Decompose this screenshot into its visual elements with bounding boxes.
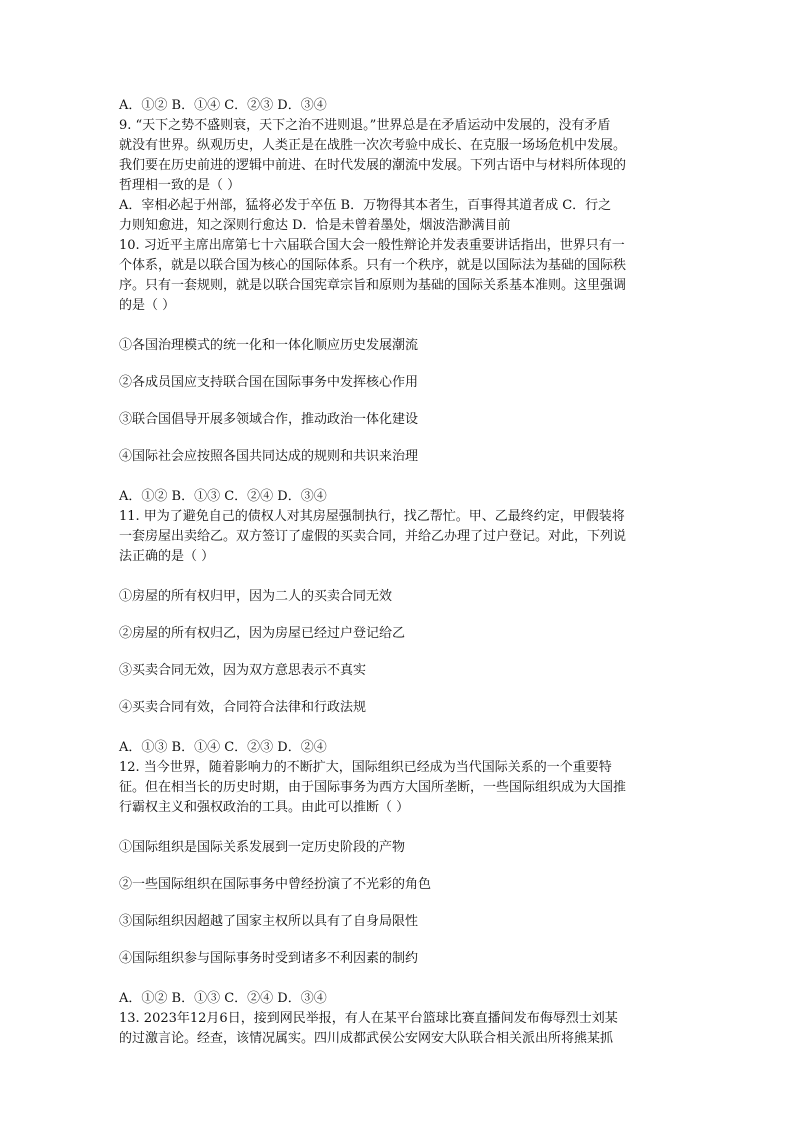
q10-option: ①各国治理模式的统一化和一体化顺应历史发展潮流 [119, 338, 419, 353]
document-page [119, 96, 679, 1049]
q11-option: ②房屋的所有权归乙，因为房屋已经过户登记给乙 [119, 626, 406, 641]
q12-stem-line: 行霸权主义和强权政治的工具。由此可以推断（ ） [119, 800, 410, 815]
q11-option: ①房屋的所有权归甲，因为二人的买卖合同无效 [119, 589, 393, 604]
q9-answer-choices: 力则知愈进，知之深则行愈达 D．恰是未曾着墨处，烟波浩渺满目前 [119, 218, 511, 233]
q9-stem-line: 我们要在历史前进的逻辑中前进、在时代发展的潮流中发展。下列古语中与材料所体现的 [119, 158, 627, 173]
question-13 [119, 1009, 679, 1049]
question-12 [119, 758, 679, 1009]
q12-stem-line: 12. 当今世界，随着影响力的不断扩大，国际组织已经成为当代国际关系的一个重要特 [119, 760, 612, 775]
q8-answer-choices: A．①② B．①④ C．②③ D．③④ [119, 98, 327, 113]
q11-answer-choices: A．①③ B．①④ C．②③ D．②④ [119, 740, 327, 755]
q10-option: ④国际社会应按照各国共同达成的规则和共识来治理 [119, 449, 419, 464]
q10-stem-line: 的是（ ） [119, 298, 176, 313]
q11-option: ④买卖合同有效，合同符合法律和行政法规 [119, 700, 367, 715]
q11-stem-line: 法正确的是（ ） [119, 549, 215, 564]
q12-option: ④国际组织参与国际事务时受到诸多不利因素的制约 [119, 951, 419, 966]
q13-stem-line: 的过激言论。经查，该情况属实。四川成都武侯公安网安大队联合相关派出所将熊某抓 [119, 1031, 614, 1046]
q12-option: ①国际组织是国际关系发展到一定历史阶段的产物 [119, 840, 406, 855]
q11-option: ③买卖合同无效，因为双方意思表示不真实 [119, 663, 367, 678]
q10-option: ②各成员国应支持联合国在国际事务中发挥核心作用 [119, 375, 419, 390]
q9-stem-line: 哲理相一致的是（ ） [119, 178, 241, 193]
q9-stem-line: 就没有世界。纵观历史，人类正是在战胜一次次考验中成长、在克服一场场危机中发展。 [119, 138, 627, 153]
q9-stem-line: 9. “天下之势不盛则衰，天下之治不进则退。”世界总是在矛盾运动中发展的，没有矛盾 [119, 118, 611, 133]
q12-option: ③国际组织因超越了国家主权所以具有了自身局限性 [119, 914, 419, 929]
q10-stem-line: 个体系，就是以联合国为核心的国际体系。只有一个秩序，就是以国际法为基础的国际秩 [119, 258, 627, 273]
q12-stem-line: 征。但在相当长的历史时期，由于国际事务为西方大国所垄断，一些国际组织成为大国推 [119, 780, 627, 795]
question-11 [119, 507, 679, 758]
q10-stem-line: 序。只有一套规则，就是以联合国宪章宗旨和原则为基础的国际关系基本准则。这里强调 [119, 278, 627, 293]
q10-answer-choices: A．①② B．①③ C．②④ D．③④ [119, 489, 327, 504]
q11-stem-line: 一套房屋出卖给乙。双方签订了虚假的买卖合同，并给乙办理了过户登记。对此，下列说 [119, 529, 627, 544]
q9-answer-choices: A．宰相必起于州部，猛将必发于卒伍 B．万物得其本者生，百事得其道者成 C．行之 [119, 198, 612, 213]
q10-option: ③联合国倡导开展多领域合作，推动政治一体化建设 [119, 412, 419, 427]
q12-answer-choices: A．①② B．①③ C．②④ D．③④ [119, 991, 327, 1006]
q13-stem-line: 13. 2023年12月6日，接到网民举报，有人在某平台篮球比赛直播间发布侮辱烈士刘某 [119, 1011, 618, 1026]
q10-stem-line: 10. 习近平主席出席第七十六届联合国大会一般性辩论并发表重要讲话指出，世界只有一 [119, 238, 625, 253]
q12-option: ②一些国际组织在国际事务中曾经扮演了不光彩的角色 [119, 877, 432, 892]
question-9 [119, 116, 679, 236]
q11-stem-line: 11. 甲为了避免自己的债权人对其房屋强制执行，找乙帮忙。甲、乙最终约定，甲假装将 [119, 509, 625, 524]
question-10 [119, 236, 679, 507]
